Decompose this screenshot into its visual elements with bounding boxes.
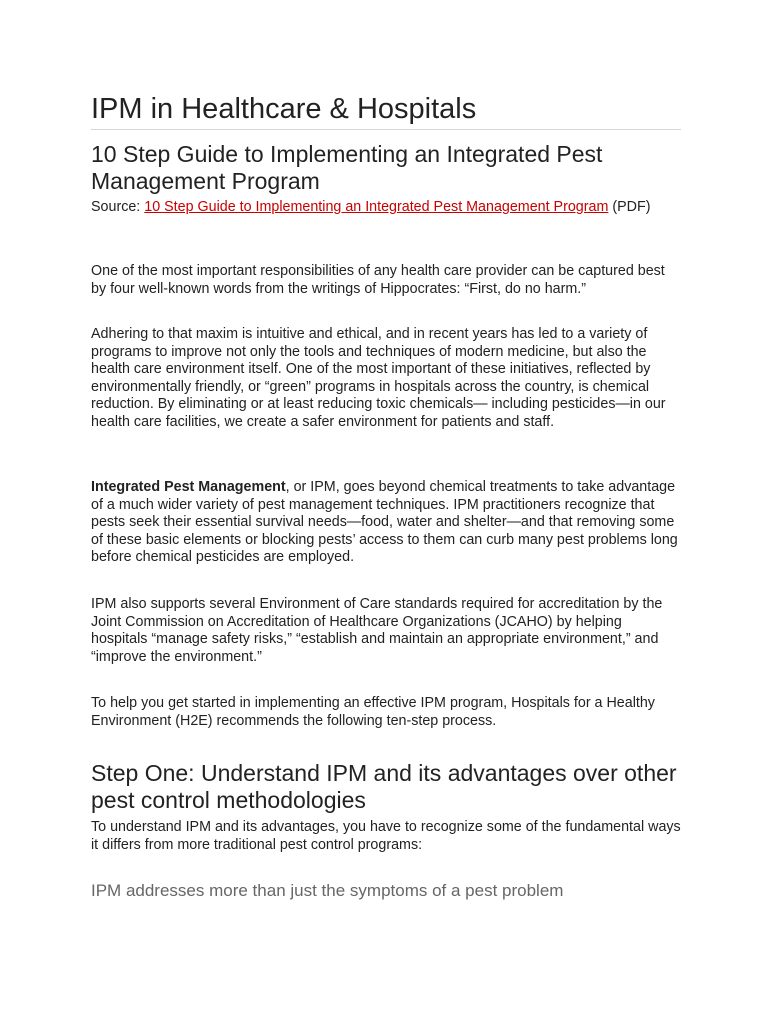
step-one-subheading: IPM addresses more than just the symptoms of a pest problem — [91, 881, 564, 900]
ipm-definition-text: , or IPM, goes beyond chemical treatments to take advantage of a much wider variety of pest management techniques. IPM practitioners recognize that pests seek their essential survival needs—food, water and shelter—and that removing some of these basic elements or blocking pests’ access to them can curb many pest problems long before chemical pesticides are employed. — [91, 479, 678, 565]
paragraph-chemical-reduction: Adhering to that maxim is intuitive and ethical, and in recent years has led to a variety of programs to improve not only the tools and techniques of modern medicine, but also the health care environment itself. One of the most important of these initiatives, reflected by environmentally friendly, or “green” programs in hospitals across the country, is chemical reduction. By eliminating or at least reducing toxic chemicals— including pesticides—in our health care facilities, we create a safer environment for patients and staff. — [91, 326, 666, 430]
paragraph-h2e: To help you get started in implementing an effective IPM program, Hospitals for a Healthy Environment (H2E) recommends the following ten-step process. — [91, 695, 655, 729]
source-pdf-link[interactable]: 10 Step Guide to Implementing an Integrated Pest Management Program — [144, 199, 609, 215]
title-divider — [91, 129, 681, 130]
page-title: IPM in Healthcare & Hospitals — [91, 93, 477, 125]
source-suffix: (PDF) — [608, 199, 651, 215]
step-one-heading: Step One: Understand IPM and its advantages over other pest control methodologies — [91, 760, 677, 813]
step-one-intro: To understand IPM and its advantages, you have to recognize some of the fundamental ways it differs from more traditional pest control programs: — [91, 819, 681, 853]
paragraph-ipm-definition — [91, 479, 681, 567]
source-line — [91, 199, 681, 217]
paragraph-jcaho: IPM also supports several Environment of Care standards required for accreditation by the Joint Commission on Accreditation of Healthcare Organizations (JCAHO) by helping hospitals “manage safety risks,” “establish and maintain an appropriate environment,” and “improve the environment.” — [91, 596, 663, 665]
guide-heading: 10 Step Guide to Implementing an Integrated Pest Management Program — [91, 141, 603, 194]
source-label: Source: — [91, 199, 145, 215]
ipm-term: Integrated Pest Management — [91, 479, 286, 495]
paragraph-hippocrates: One of the most important responsibilities of any health care provider can be captured best by four well-known words from the writings of Hippocrates: “First, do no harm.” — [91, 263, 665, 297]
